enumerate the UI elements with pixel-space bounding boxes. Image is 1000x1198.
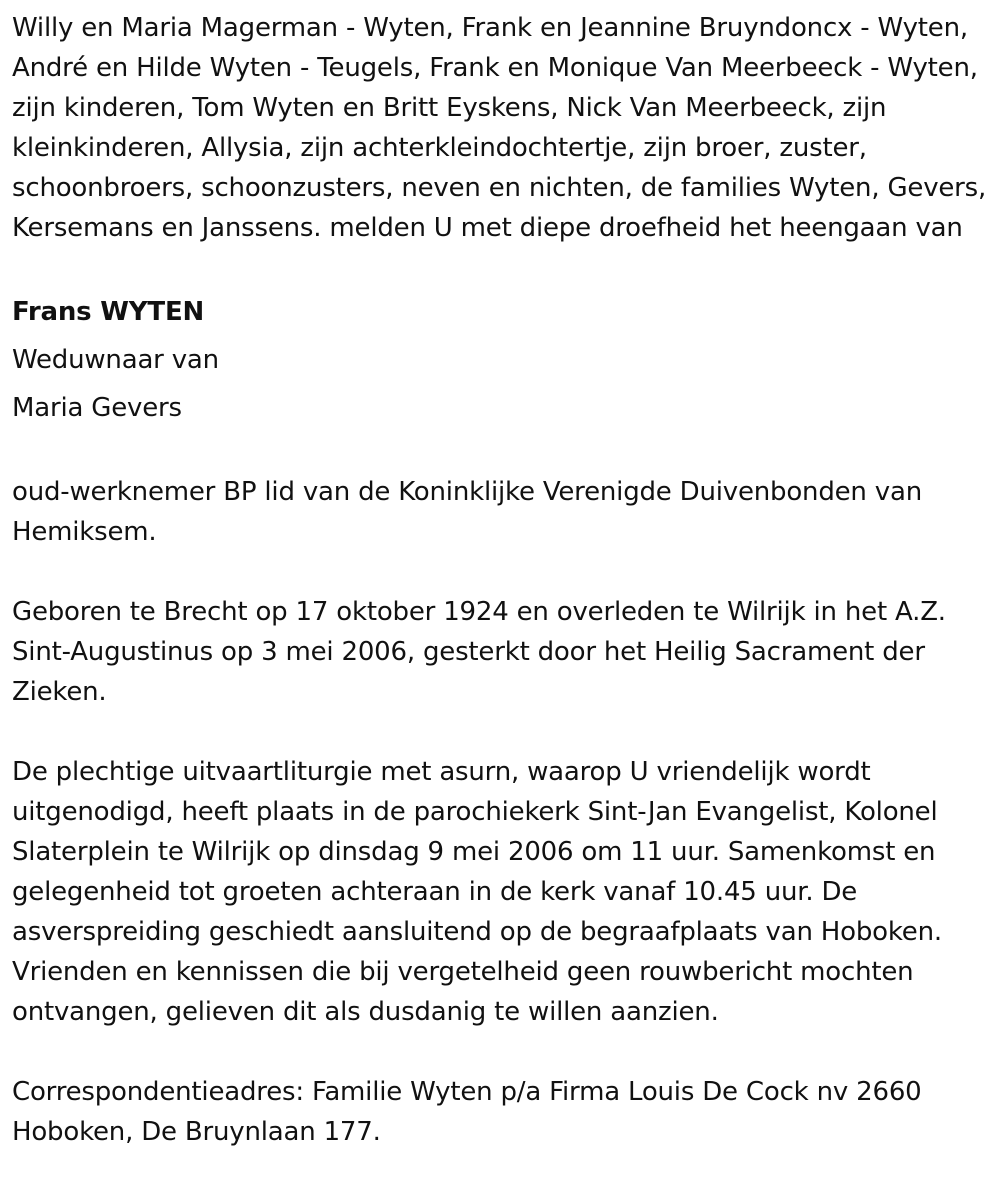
spouse-name: Maria Gevers — [12, 393, 182, 423]
birth-death-paragraph: Geboren te Brecht op 17 oktober 1924 en overleden te Wilrijk in het A.Z. Sint-Augustinus op 3 mei 2006, gesterkt door het Heilig Sacrament der Zieken. — [12, 597, 946, 707]
funeral-paragraph: De plechtige uitvaartliturgie met asurn, waarop U vriendelijk wordt uitgenodigd, heeft plaats in de parochiekerk Sint-Jan Evangelist, Kolonel Slaterplein te Wilrijk op dinsdag 9 mei 2006 om 11 uur. Samenkomst en gelegenheid tot groeten achteraan in de kerk vanaf 10.45 uur. De asverspreiding geschiedt aansluitend op de begraafplaats van Hoboken. Vrienden en kennissen die bij vergetelheid geen rouwbericht mochten ontvangen, gelieven dit als dusdanig te willen aanzien. — [12, 757, 942, 1027]
correspondence-paragraph: Correspondentieadres: Familie Wyten p/a Firma Louis De Cock nv 2660 Hoboken, De Bruynlaan 177. — [12, 1077, 922, 1147]
occupation-paragraph: oud-werknemer BP lid van de Koninklijke Verenigde Duivenbonden van Hemiksem. — [12, 477, 922, 547]
deceased-name: Frans WYTEN — [12, 297, 205, 327]
family-announcement-paragraph: Willy en Maria Magerman - Wyten, Frank en Jeannine Bruyndoncx - Wyten, André en Hilde Wyten - Teugels, Frank en Monique Van Meerbeeck - Wyten, zijn kinderen, Tom Wyten en Britt Eyskens, Nick Van Meerbeeck, zijn kleinkinderen, Allysia, zijn achterkleindochtertje, zijn broer, zuster, schoonbroers, schoonzusters, neven en nichten, de families Wyten, Gevers, Kersemans en Janssens. melden U met diepe droefheid het heengaan van — [12, 13, 987, 243]
widower-label: Weduwnaar van — [12, 345, 219, 375]
